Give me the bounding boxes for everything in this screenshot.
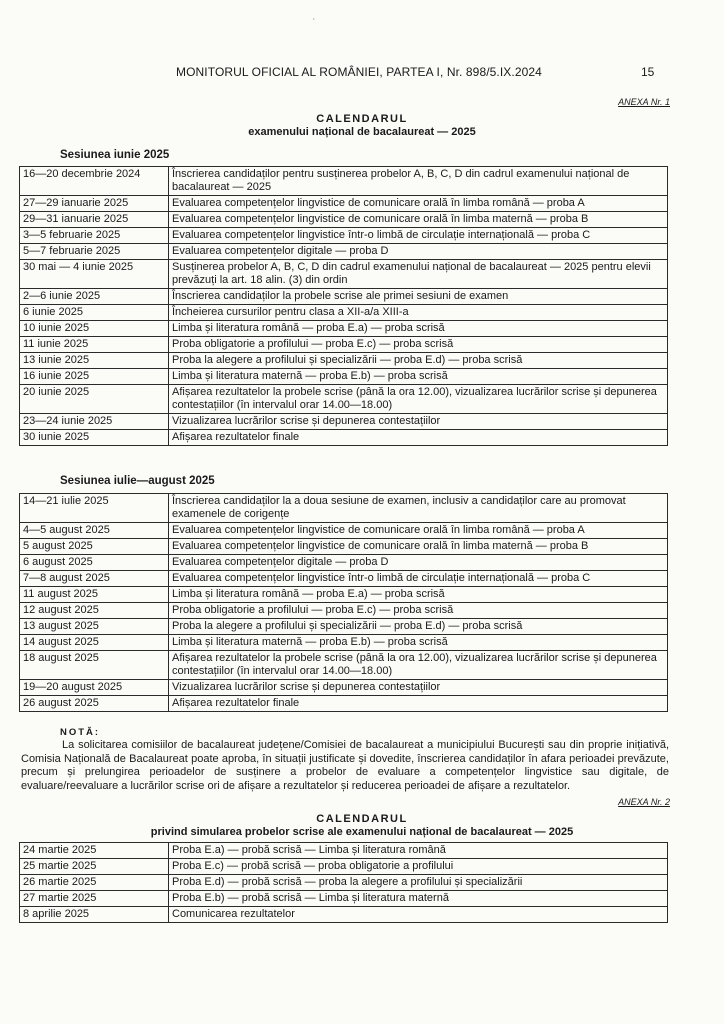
table-row: [20, 875, 668, 891]
row-activity: Proba E.d) — probă scrisă — proba la alegere a profilului și specializării: [169, 875, 668, 891]
table-row: [20, 587, 668, 603]
row-activity: Evaluarea competențelor lingvistice de comunicare orală în limba maternă — proba B: [169, 539, 668, 555]
row-activity: Vizualizarea lucrărilor scrise și depunerea contestațiilor: [169, 414, 668, 430]
row-date: 25 martie 2025: [20, 859, 169, 875]
note-text: La solicitarea comisiilor de bacalaureat județene/Comisiei de bacalaureat a municipiului București sau din proprie inițiativă, Comisia Națională de Bacalaureat poate aproba, în situații justificate și dovedite, înscrierea candidaților în afara perioadei prevăzute, precum și prelungirea perioadelor de susținere a probelor de evaluare a competențelor lingvistice sau digitale, de evaluare/reevaluare a lucrărilor scrise ori de afișare a rezultatelor și reducerea perioadei de afișare a rezultatelor.: [21, 739, 669, 792]
row-activity: Proba la alegere a profilului și specializării — proba E.d) — proba scrisă: [169, 353, 668, 369]
row-date: 23—24 iunie 2025: [20, 414, 169, 430]
table-row: [20, 212, 668, 228]
table-row: [20, 353, 668, 369]
row-date: 13 august 2025: [20, 619, 169, 635]
table-row: [20, 289, 668, 305]
row-date: 12 august 2025: [20, 603, 169, 619]
row-date: 27 martie 2025: [20, 891, 169, 907]
row-activity: Evaluarea competențelor digitale — proba D: [169, 555, 668, 571]
row-activity: Proba E.a) — probă scrisă — Limba și literatura română: [169, 843, 668, 859]
row-date: 30 mai — 4 iunie 2025: [20, 260, 169, 289]
row-date: 26 august 2025: [20, 696, 169, 712]
calendar-2-title: CALENDARUL: [316, 813, 408, 825]
table-row: [20, 523, 668, 539]
calendar-2-subtitle: privind simularea probelor scrise ale examenului național de bacalaureat — 2025: [150, 826, 574, 838]
row-activity: Susținerea probelor A, B, C, D din cadrul examenului național de bacalaureat — 2025 pentru elevii prevăzuți la art. 18 alin. (3) din ordin: [169, 260, 668, 289]
row-activity: Evaluarea competențelor lingvistice de comunicare orală în limba maternă — proba B: [169, 212, 668, 228]
table-row: [20, 843, 668, 859]
row-date: 29—31 ianuarie 2025: [20, 212, 169, 228]
row-activity: Proba E.c) — probă scrisă — proba obligatorie a profilului: [169, 859, 668, 875]
table-row: [20, 385, 668, 414]
table-row: [20, 196, 668, 212]
row-activity: Limba și literatura maternă — proba E.b) — proba scrisă: [169, 369, 668, 385]
simulation-table: [19, 842, 668, 923]
table-row: [20, 603, 668, 619]
row-date: 20 iunie 2025: [20, 385, 169, 414]
table-row: [20, 167, 668, 196]
table-row: [20, 244, 668, 260]
row-date: 6 iunie 2025: [20, 305, 169, 321]
row-activity: Limba și literatura română — proba E.a) — proba scrisă: [169, 321, 668, 337]
row-date: 6 august 2025: [20, 555, 169, 571]
row-activity: Afișarea rezultatelor finale: [169, 696, 668, 712]
table-row: [20, 539, 668, 555]
row-date: 4—5 august 2025: [20, 523, 169, 539]
row-date: 11 iunie 2025: [20, 337, 169, 353]
row-activity: Afișarea rezultatelor finale: [169, 430, 668, 446]
row-activity: Încheierea cursurilor pentru clasa a XII-a/a XIII-a: [169, 305, 668, 321]
row-date: 10 iunie 2025: [20, 321, 169, 337]
table-row: [20, 571, 668, 587]
row-activity: Evaluarea competențelor lingvistice de comunicare orală în limba română — proba A: [169, 523, 668, 539]
table-row: [20, 635, 668, 651]
row-activity: Limba și literatura maternă — proba E.b) — proba scrisă: [169, 635, 668, 651]
row-activity: Limba și literatura română — proba E.a) — proba scrisă: [169, 587, 668, 603]
table-row: [20, 859, 668, 875]
row-activity: Proba la alegere a profilului și specializării — proba E.d) — proba scrisă: [169, 619, 668, 635]
row-date: 16—20 decembrie 2024: [20, 167, 169, 196]
row-activity: Evaluarea competențelor lingvistice într-o limbă de circulație internațională — proba C: [169, 228, 668, 244]
table-row: [20, 369, 668, 385]
row-date: 19—20 august 2025: [20, 680, 169, 696]
gazette-title: MONITORUL OFICIAL AL ROMÂNIEI, PARTEA I, Nr. 898/5.IX.2024: [176, 65, 542, 79]
page-header: [0, 65, 724, 81]
row-activity: Vizualizarea lucrărilor scrise și depunerea contestațiilor: [169, 680, 668, 696]
calendar-1-subtitle: examenului național de bacalaureat — 2025: [248, 126, 476, 138]
table-row: [20, 891, 668, 907]
table-row: [20, 260, 668, 289]
row-activity: Proba E.b) — probă scrisă — Limba și literatura maternă: [169, 891, 668, 907]
row-activity: Înscrierea candidaților la a doua sesiune de examen, inclusiv a candidaților care au promovat examenele de corigențe: [169, 494, 668, 523]
table-row: [20, 680, 668, 696]
row-date: 24 martie 2025: [20, 843, 169, 859]
row-activity: Proba obligatorie a profilului — proba E.c) — proba scrisă: [169, 603, 668, 619]
session-july-table: [19, 493, 668, 712]
table-row: [20, 228, 668, 244]
row-date: 8 aprilie 2025: [20, 907, 169, 923]
table-row: [20, 305, 668, 321]
row-activity: Evaluarea competențelor digitale — proba D: [169, 244, 668, 260]
row-activity: Comunicarea rezultatelor: [169, 907, 668, 923]
table-row: [20, 907, 668, 923]
row-date: 11 august 2025: [20, 587, 169, 603]
page-number: 15: [641, 65, 655, 79]
row-activity: Proba obligatorie a profilului — proba E.c) — proba scrisă: [169, 337, 668, 353]
scan-speck: ‘: [313, 17, 315, 26]
note-label: NOTĂ:: [60, 727, 101, 738]
row-activity: Evaluarea competențelor lingvistice într-o limbă de circulație internațională — proba C: [169, 571, 668, 587]
row-date: 27—29 ianuarie 2025: [20, 196, 169, 212]
table-row: [20, 696, 668, 712]
row-date: 18 august 2025: [20, 651, 169, 680]
row-activity: Înscrierea candidaților pentru susținerea probelor A, B, C, D din cadrul examenului național de bacalaureat — 2025: [169, 167, 668, 196]
row-activity: Afișarea rezultatelor la probele scrise (până la ora 12.00), vizualizarea lucrărilor scrise și depunerea contestațiilor (în intervalul orar 14.00—18.00): [169, 385, 668, 414]
annex-2-label: ANEXA Nr. 2: [618, 797, 670, 807]
session-june-title: Sesiunea iunie 2025: [60, 149, 170, 161]
row-date: 5 august 2025: [20, 539, 169, 555]
table-row: [20, 494, 668, 523]
table-row: [20, 321, 668, 337]
row-date: 26 martie 2025: [20, 875, 169, 891]
row-date: 16 iunie 2025: [20, 369, 169, 385]
row-activity: Afișarea rezultatelor la probele scrise (până la ora 12.00), vizualizarea lucrărilor scrise și depunerea contestațiilor (în intervalul orar 14.00—18.00): [169, 651, 668, 680]
session-june-table: [19, 166, 668, 446]
table-row: [20, 555, 668, 571]
annex-1-label: ANEXA Nr. 1: [618, 97, 670, 107]
table-row: [20, 651, 668, 680]
session-july-title: Sesiunea iulie—august 2025: [60, 475, 215, 487]
table-row: [20, 337, 668, 353]
table-row: [20, 414, 668, 430]
row-activity: Înscrierea candidaților la probele scrise ale primei sesiuni de examen: [169, 289, 668, 305]
table-row: [20, 430, 668, 446]
row-date: 3—5 februarie 2025: [20, 228, 169, 244]
row-date: 13 iunie 2025: [20, 353, 169, 369]
row-date: 7—8 august 2025: [20, 571, 169, 587]
calendar-1-title: CALENDARUL: [316, 113, 408, 125]
row-date: 2—6 iunie 2025: [20, 289, 169, 305]
row-date: 14—21 iulie 2025: [20, 494, 169, 523]
row-activity: Evaluarea competențelor lingvistice de comunicare orală în limba română — proba A: [169, 196, 668, 212]
table-row: [20, 619, 668, 635]
row-date: 30 iunie 2025: [20, 430, 169, 446]
row-date: 14 august 2025: [20, 635, 169, 651]
row-date: 5—7 februarie 2025: [20, 244, 169, 260]
